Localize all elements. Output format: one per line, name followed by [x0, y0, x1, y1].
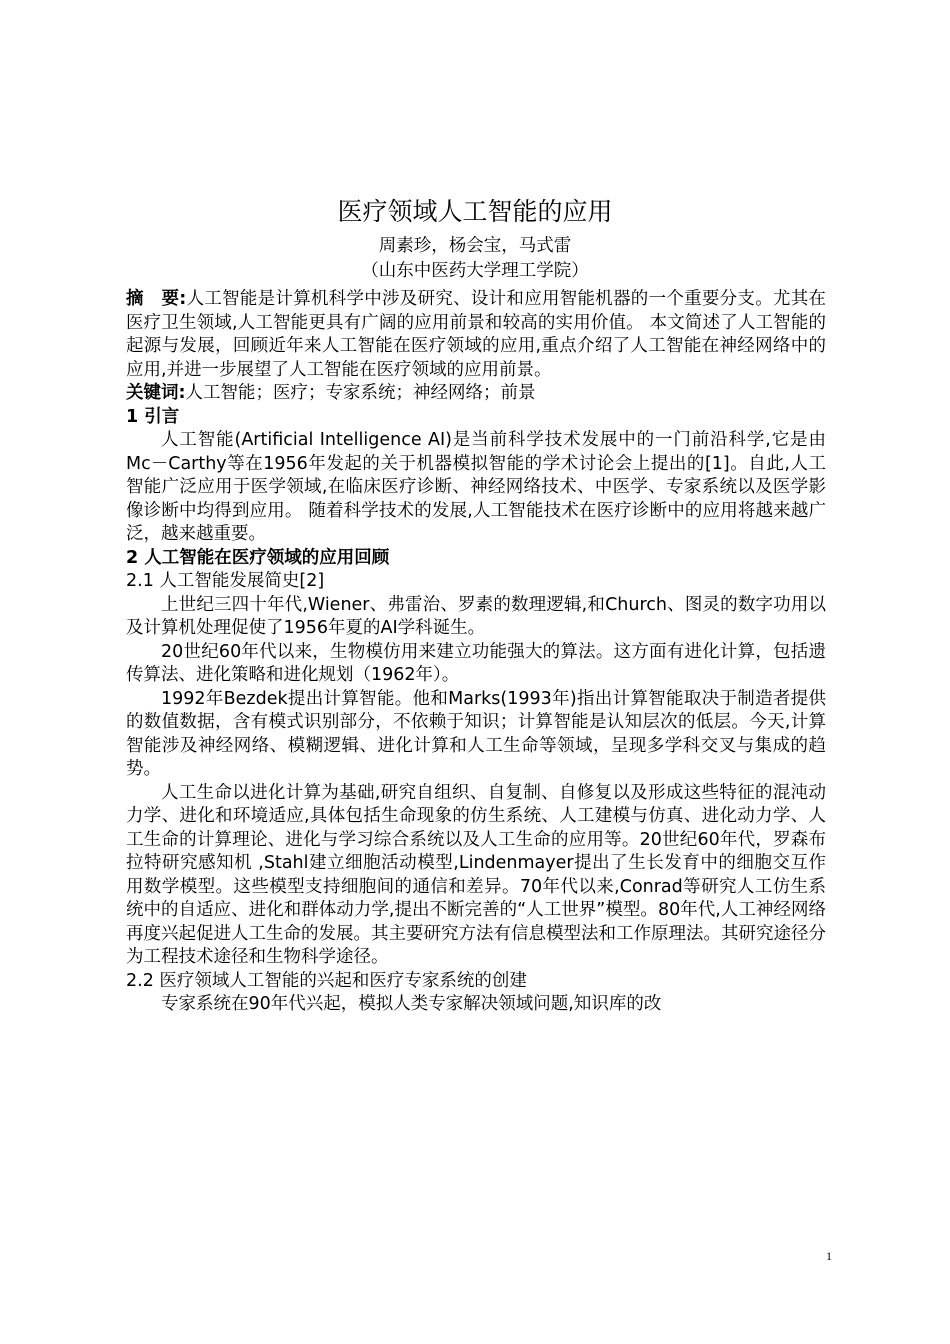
keywords — [126, 382, 826, 406]
section-2-1-paragraph: 1992年Bezdek提出计算智能。他和Marks(1993年)指出计算智能取决于制造者提供的数值数据，含有模式识别部分，不依赖于知识；计算智能是认知层次的低层。今天,计算智能涉及神经网络、模糊逻辑、进化计算和人工生命等领域，呈现多学科交叉与集成的趋势。 — [126, 688, 826, 779]
section-2-1-paragraph: 人工生命以进化计算为基础,研究自组织、自复制、自修复以及形成这些特征的混沌动力学、进化和环境适应,具体包括生命现象的仿生系统、人工建模与仿真、进化动力学、人工生命的计算理论、进化与学习综合系统以及人工生命的应用等。20世纪60年代，罗森布拉特研究感知机 ,Stahl建立细胞活动模型,Lindenmayer提出了生长发育中的细胞交互作用数学模型。这些模型支持细胞间的通信和差异。70年代以来,Conrad等研究人工仿生系统中的自适应、进化和群体动力学,提出不断完善的“人工世界”模型。80年代,人工神经网络再度兴起促进人工生命的发展。其主要研究方法有信息模型法和工作原理法。其研究途径分为工程技术途径和生物科学途径。 — [126, 782, 826, 967]
keywords-label: 关键词: — [126, 383, 186, 403]
section-2-1-paragraph: 上世纪三四十年代,Wiener、弗雷治、罗素的数理逻辑,和Church、图灵的数字功用以及计算机处理促使了1956年夏的AI学科诞生。 — [126, 594, 826, 638]
abstract — [126, 288, 826, 382]
paper-title: 医疗领域人工智能的应用 — [337, 197, 613, 226]
paper-body — [126, 288, 826, 1017]
page-number: 1 — [826, 1249, 832, 1263]
section-2-1-heading: 2.1 人工智能发展简史[2] — [126, 571, 325, 591]
section-2-2-paragraph: 专家系统在90年代兴起，模拟人类专家解决领域问题,知识库的改 — [161, 994, 662, 1014]
section-2-1-paragraph: 20世纪60年代以来，生物模仿用来建立功能强大的算法。这方面有进化计算，包括遗传算法、进化策略和进化规划（1962年）。 — [126, 641, 826, 685]
section-2-heading: 2 人工智能在医疗领域的应用回顾 — [126, 547, 390, 568]
keywords-text: 人工智能；医疗；专家系统；神经网络；前景 — [185, 383, 536, 403]
abstract-label: 摘 要: — [126, 289, 187, 309]
section-1-paragraph: 人工智能(Artificial Intelligence AI)是当前科学技术发展中的一门前沿科学,它是由Mc－Carthy等在1956年发起的关于机器模拟智能的学术讨论会上提出的[1]。自此,人工智能广泛应用于医学领域,在临床医疗诊断、神经网络技术、中医学、专家系统以及医学影像诊断中均得到应用。 随着科学技术的发展,人工智能技术在医疗诊断中的应用将越来越广泛，越来越重要。 — [126, 430, 826, 544]
affiliation: （山东中医药大学理工学院） — [361, 261, 589, 281]
abstract-text: 人工智能是计算机科学中涉及研究、设计和应用智能机器的一个重要分支。尤其在医疗卫生领域,人工智能更具有广阔的应用前景和较高的实用价值。 本文简述了人工智能的起源与发展，回顾近年来人工智能在医疗领域的应用,重点介绍了人工智能在神经网络中的应用,并进一步展望了人工智能在医疗领域的应用前景。 — [126, 289, 827, 380]
author-list: 周素珍，杨会宝，马式雷 — [378, 236, 572, 256]
section-2-2-heading: 2.2 医疗领域人工智能的兴起和医疗专家系统的创建 — [126, 970, 527, 991]
section-1-heading: 1 引言 — [126, 406, 180, 427]
